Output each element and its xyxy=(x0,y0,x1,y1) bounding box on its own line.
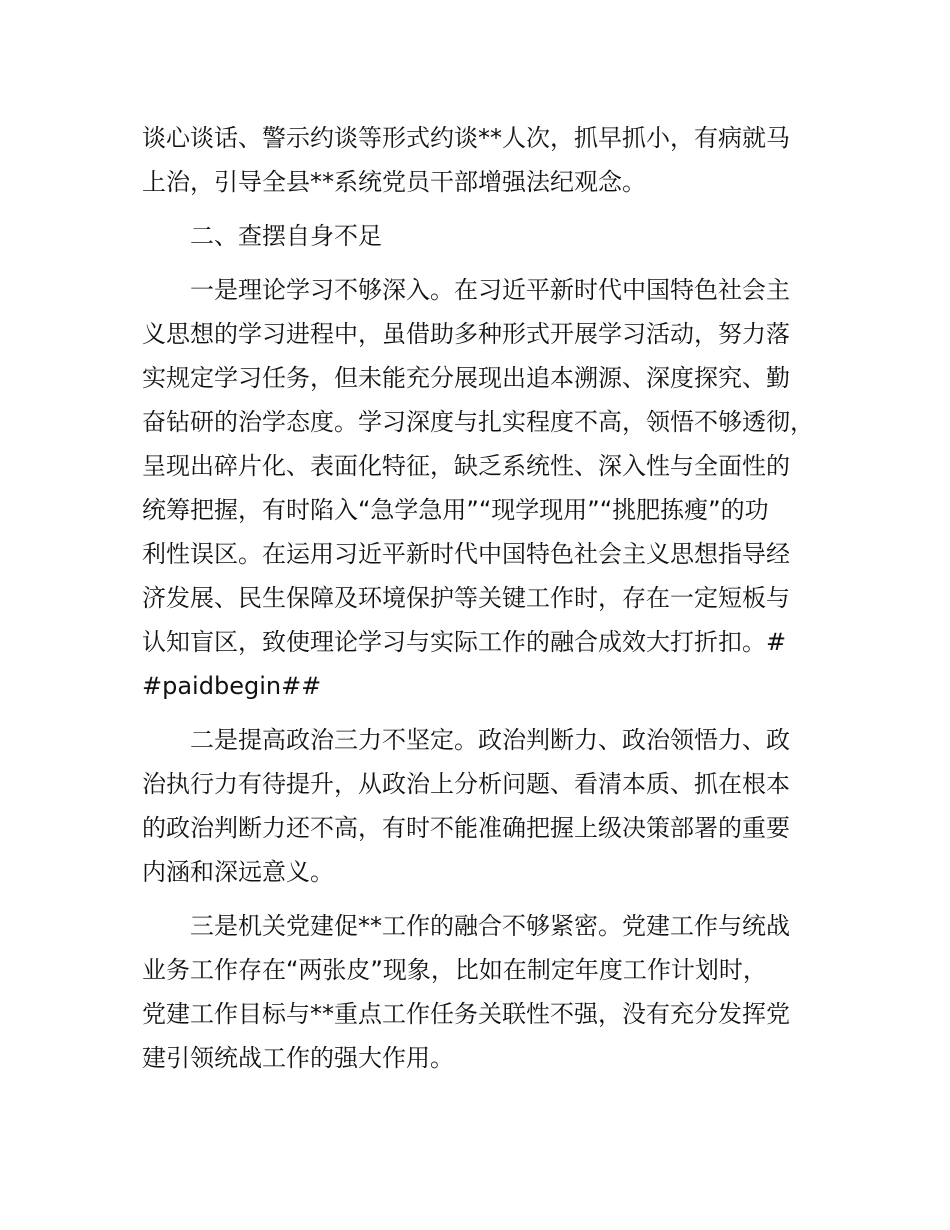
section-heading xyxy=(142,214,832,258)
text-line: 谈心谈话、警示约谈等形式约谈**人次，抓早抓小，有病就马 xyxy=(142,124,790,152)
text-line: 内涵和深远意义。 xyxy=(142,858,334,886)
text-line: 济发展、民生保障及环境保护等关键工作时，存在一定短板与 xyxy=(142,584,790,612)
text-line: 一是理论学习不够深入。在习近平新时代中国特色社会主 xyxy=(142,276,790,304)
text-line: 建引领统战工作的强大作用。 xyxy=(142,1044,454,1072)
text-line: 治执行力有待提升，从政治上分析问题、看清本质、抓在根本 xyxy=(142,770,790,798)
text-line: 的政治判断力还不高，有时不能准确把握上级决策部署的重要 xyxy=(142,814,790,842)
text-line: 呈现出碎片化、表面化特征，缺乏系统性、深入性与全面性的 xyxy=(142,452,790,480)
text-line: 三是机关党建促**工作的融合不够紧密。党建工作与统战 xyxy=(142,912,790,940)
paragraph-3 xyxy=(142,904,832,1080)
text-line: 上治，引导全县**系统党员干部增强法纪观念。 xyxy=(142,168,646,196)
text-line: 二是提高政治三力不坚定。政治判断力、政治领悟力、政 xyxy=(142,726,790,754)
text-line: 统筹把握，有时陷入“急学急用”“现学现用”“挑肥拣瘦”的功 xyxy=(142,496,769,524)
document-body xyxy=(142,116,832,1080)
text-line: 利性误区。在运用习近平新时代中国特色社会主义思想指导经 xyxy=(142,540,790,568)
text-line: 实规定学习任务，但未能充分展现出追本溯源、深度探究、勤 xyxy=(142,364,790,392)
text-line: 业务工作存在“两张皮”现象，比如在制定年度工作计划时， xyxy=(142,956,767,984)
text-line: 党建工作目标与**重点工作任务关联性不强，没有充分发挥党 xyxy=(142,1000,790,1028)
paragraph-2 xyxy=(142,718,832,894)
text-line: 奋钻研的治学态度。学习深度与扎实程度不高，领悟不够透彻， xyxy=(142,408,814,436)
heading-line: 二、查摆自身不足 xyxy=(142,222,382,250)
text-line: 义思想的学习进程中，虽借助多种形式开展学习活动，努力落 xyxy=(142,320,790,348)
text-line: 认知盲区，致使理论学习与实际工作的融合成效大打折扣。# xyxy=(142,628,787,656)
paragraph-continuation xyxy=(142,116,832,204)
text-line: #paidbegin## xyxy=(142,672,322,700)
paragraph-1 xyxy=(142,268,832,708)
